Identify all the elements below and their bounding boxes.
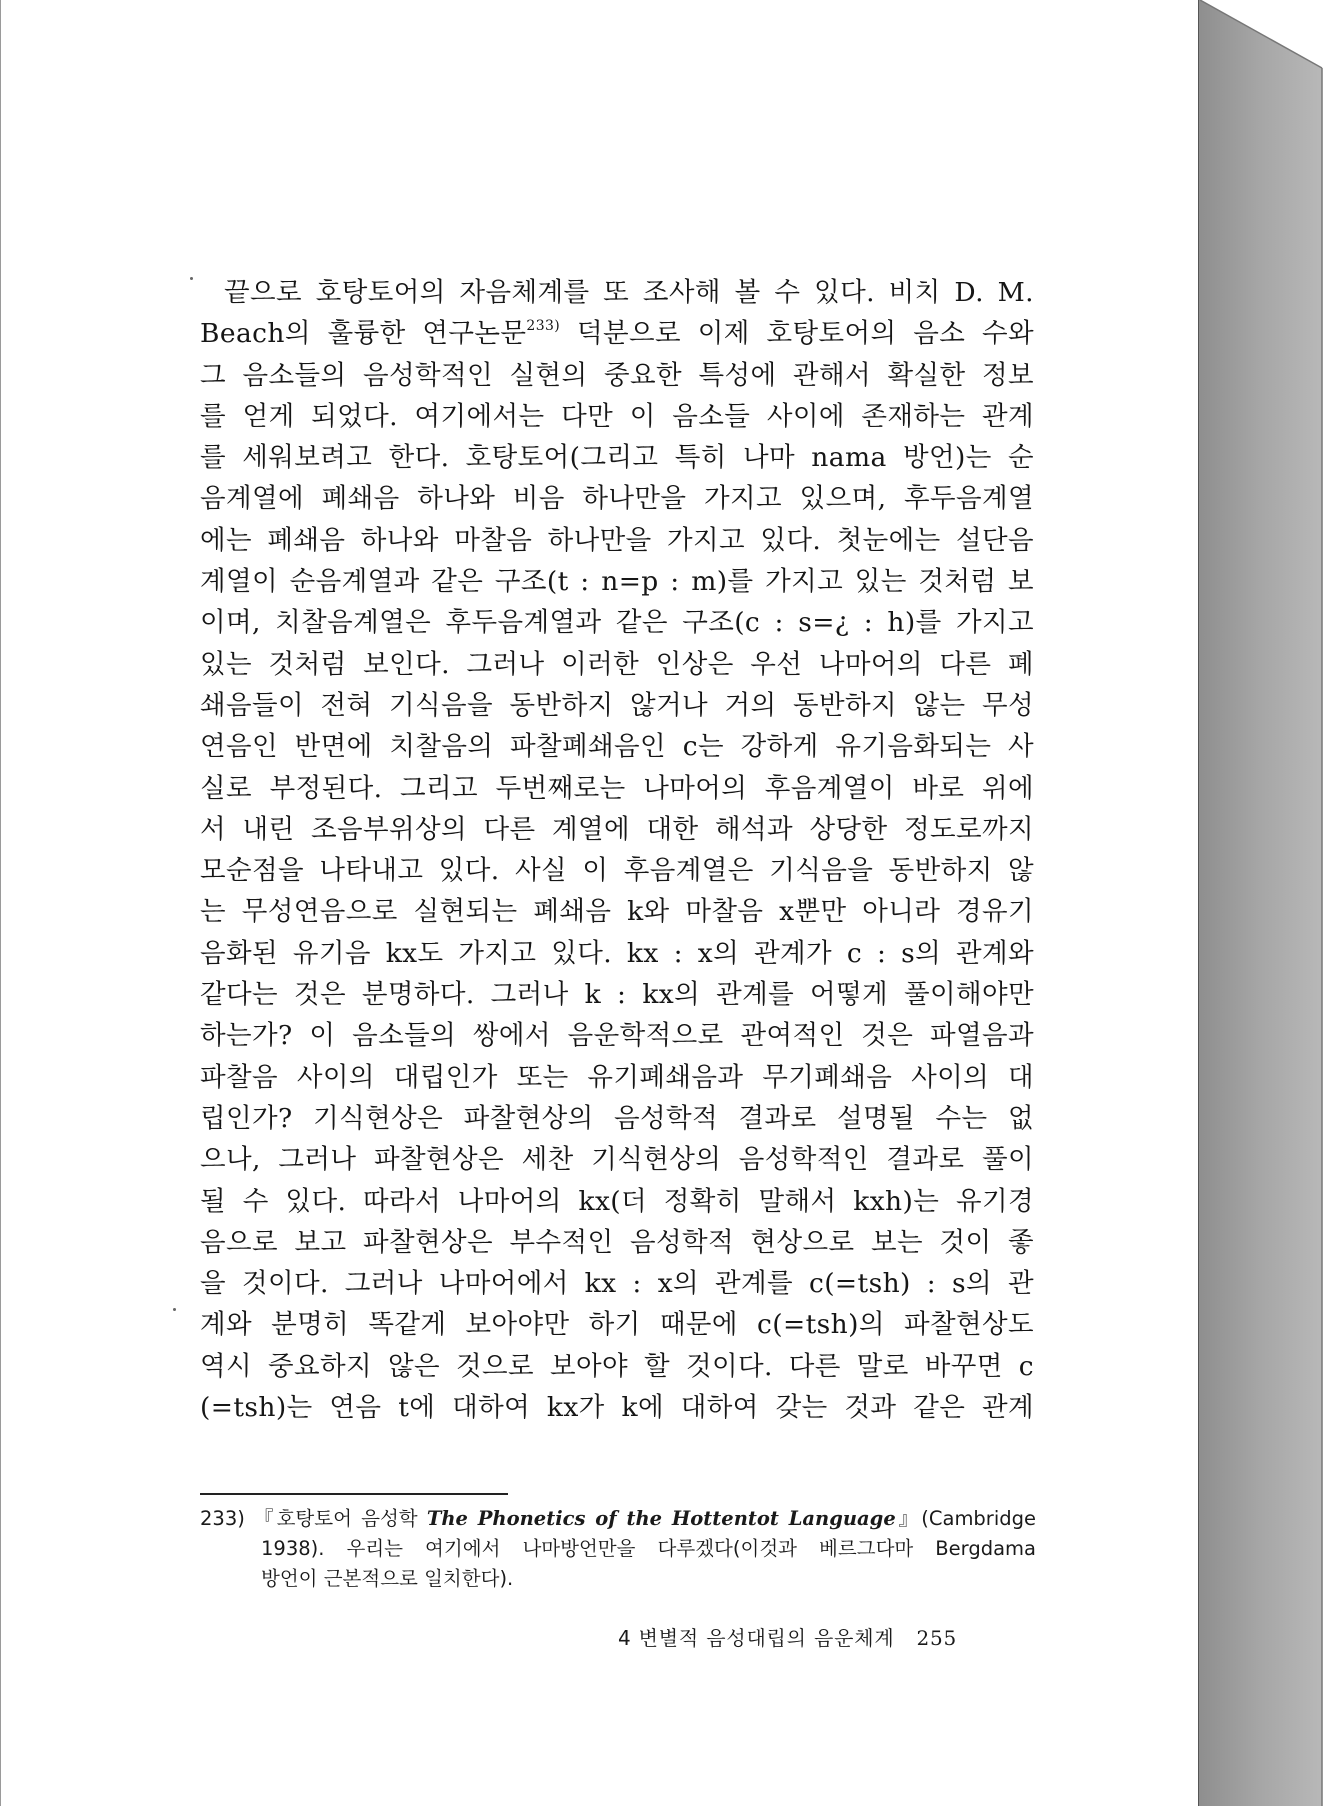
footnote: [200, 1504, 1036, 1594]
text-line-with-footnote-ref: [200, 313, 1034, 354]
text-segment: 덕분으로 이제 호탕토어의 음소 수와: [560, 318, 1034, 350]
text-line: 서 내린 조음부위상의 다른 계열에 대한 해석과 상당한 정도로까지: [200, 813, 1034, 845]
text-line: 음으로 보고 파찰현상은 부수적인 음성학적 현상으로 보는 것이 좋: [200, 1226, 1034, 1258]
text-line: 연음인 반면에 치찰음의 파찰폐쇄음인 c는 강하게 유기음화되는 사: [200, 731, 1034, 763]
text-line: 같다는 것은 분명하다. 그러나 k : kx의 관계를 어떻게 풀이해야만: [200, 979, 1034, 1011]
text-line: 을 것이다. 그러나 나마어에서 kx : x의 관계를 c(=tsh) : s의 관: [200, 1268, 1034, 1300]
text-segment: Beach의 훌륭한 연구논문: [200, 318, 527, 350]
body-paragraph: [200, 272, 1034, 1428]
text-line: 실로 부정된다. 그리고 두번째로는 나마어의 후음계열이 바로 위에: [200, 772, 1034, 804]
text-line: 그 음소들의 음성학적인 실현의 중요한 특성에 관해서 확실한 정보: [200, 359, 1034, 391]
text-line: 계열이 순음계열과 같은 구조(t : n=p : m)를 가지고 있는 것처럼 보: [200, 566, 1034, 598]
text-line: 쇄음들이 전혀 기식음을 동반하지 않거나 거의 동반하지 않는 무성: [200, 689, 1034, 721]
text-line: 모순점을 나타내고 있다. 사실 이 후음계열은 기식음을 동반하지 않: [200, 855, 1034, 887]
text-line: 를 얻게 되었다. 여기에서는 다만 이 음소들 사이에 존재하는 관계: [200, 400, 1034, 432]
footnote-number: 233): [200, 1507, 245, 1530]
margin-mark: [190, 277, 193, 280]
text-line: 는 무성연음으로 실현되는 폐쇄음 k와 마찰음 x뿐만 아니라 경유기: [200, 896, 1034, 928]
text-line: 계와 분명히 똑같게 보아야만 하기 때문에 c(=tsh)의 파찰현상도: [200, 1309, 1034, 1341]
page-left-edge: [0, 0, 1, 1806]
footnote-book-title: The Phonetics of the Hottentot Language: [426, 1507, 896, 1530]
page-number: 255: [916, 1626, 958, 1650]
text-line: 역시 중요하지 않은 것으로 보아야 할 것이다. 다른 말로 바꾸면 c: [200, 1350, 1034, 1382]
book-edge-graphic: [1198, 0, 1325, 1806]
footnote-line: 1938). 우리는 여기에서 나마방언만을 다루겠다(이것과 베르그다마 Bergdama: [261, 1537, 1036, 1560]
text-line: 립인가? 기식현상은 파찰현상의 음성학적 결과로 설명될 수는 없: [200, 1102, 1034, 1134]
text-line: 를 세워보려고 한다. 호탕토어(그리고 특히 나마 nama 방언)는 순: [200, 442, 1034, 474]
footnote-reference: 233): [526, 318, 561, 335]
text-line: 이며, 치찰음계열은 후두음계열과 같은 구조(c : s=¿ : h)를 가지고: [200, 607, 1034, 639]
text-line: 에는 폐쇄음 하나와 마찰음 하나만을 가지고 있다. 첫눈에는 설단음: [200, 524, 1034, 556]
footnote-line: [200, 1504, 1036, 1534]
text-line: 파찰음 사이의 대립인가 또는 유기폐쇄음과 무기폐쇄음 사이의 대: [200, 1061, 1034, 1093]
margin-mark: [173, 1308, 176, 1311]
text-line: (=tsh)는 연음 t에 대하여 kx가 k에 대하여 갖는 것과 같은 관계: [200, 1392, 1034, 1424]
running-footer: [618, 1622, 1038, 1651]
text-line: 끝으로 호탕토어의 자음체계를 또 조사해 볼 수 있다. 비치 D. M.: [224, 277, 1034, 308]
text-line: 있는 것처럼 보인다. 그러나 이러한 인상은 우선 나마어의 다른 폐: [200, 648, 1034, 680]
footnote-text: 『호탕토어 음성학: [254, 1507, 427, 1530]
text-line: 될 수 있다. 따라서 나마어의 kx(더 정확히 말해서 kxh)는 유기경: [200, 1185, 1034, 1217]
footnote-line: 방언이 근본적으로 일치한다).: [261, 1567, 514, 1590]
book-thickness-edge: [1198, 0, 1325, 1806]
footnote-divider: [200, 1493, 508, 1495]
running-title: 4 변별적 음성대립의 음운체계: [618, 1626, 895, 1650]
text-line: 음화된 유기음 kx도 가지고 있다. kx : x의 관계가 c : s의 관계와: [200, 937, 1034, 969]
text-line: 음계열에 폐쇄음 하나와 비음 하나만을 가지고 있으며, 후두음계열: [200, 483, 1034, 515]
text-line: 하는가? 이 음소들의 쌍에서 음운학적으로 관여적인 것은 파열음과: [200, 1020, 1034, 1052]
text-line: 으나, 그러나 파찰현상은 세찬 기식현상의 음성학적인 결과로 풀이: [200, 1144, 1034, 1176]
footnote-text: 』(Cambridge: [895, 1507, 1036, 1530]
